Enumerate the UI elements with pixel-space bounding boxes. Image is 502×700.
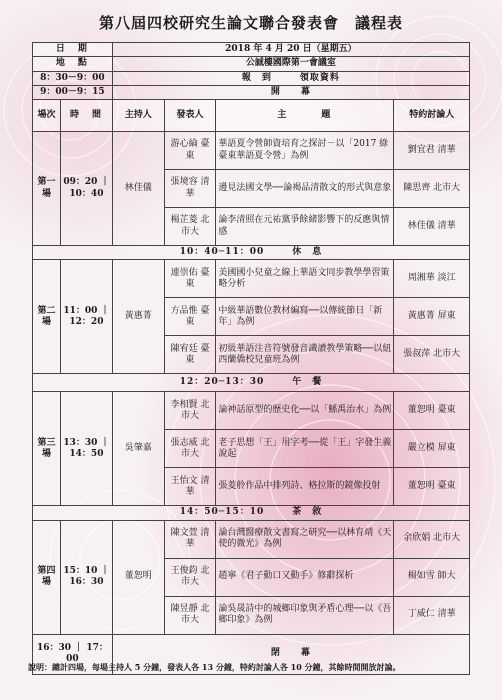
- presenter: 游心綸 臺東: [164, 132, 216, 170]
- footnote: 說明：總計四場，每場主持人 5 分鐘，發表人各 13 分鐘，特約討論人各 10 分鐘，其餘時間開放討論。: [28, 662, 401, 672]
- registration-text: 報 到 領取資料: [112, 71, 469, 85]
- registration-row: [33, 71, 470, 85]
- presenter: 連崇佑 臺東: [164, 260, 216, 298]
- presenter: 張志威 北市大: [164, 430, 216, 468]
- col-header-discussant: 特約討論人: [394, 100, 470, 132]
- table-row: [33, 520, 470, 558]
- discussant: 張叔萍 北市大: [394, 336, 470, 374]
- paper-topic: 華語夏令營師資培育之探討－以「2017 綠臺東華語夏令營」為例: [216, 132, 394, 170]
- paper-topic: 論吳晟詩中的城鄉印象與矛盾心理──以《吾鄉印象》為例: [216, 596, 394, 634]
- paper-topic: 初級華語注音符號發音識讀教學策略──以紐西蘭僑校兒童班為例: [216, 336, 394, 374]
- discussant: 嚴立模 屏東: [394, 430, 470, 468]
- session-time: 13：30 ｜ 14：50: [61, 392, 113, 506]
- discussant: 丁威仁 清華: [394, 596, 470, 634]
- discussant: 陳思齊 北市大: [394, 170, 470, 208]
- discussant: 董恕明 臺東: [394, 392, 470, 430]
- table-row: [33, 260, 470, 298]
- venue-row: [33, 57, 470, 71]
- discussant: 周湘華 淡江: [394, 260, 470, 298]
- paper-topic: 論神話原型的歷史化──以「鯀禹治水」為例: [216, 392, 394, 430]
- opening-text: 開 幕: [112, 85, 469, 99]
- col-header-topic: 主 題: [216, 100, 394, 132]
- closing-text: 閉 幕: [112, 634, 469, 674]
- session-label: 第一場: [33, 132, 61, 246]
- lunch-text: 12：20─13：30 午 餐: [33, 374, 470, 392]
- paper-topic: 趙寧《君子動口又動手》修辭探析: [216, 558, 394, 596]
- break-text: 10：40─11：00 休 息: [33, 246, 470, 260]
- presenter: 陳文萱 清華: [164, 520, 216, 558]
- table-row: [33, 132, 470, 170]
- date-label: 日 期: [33, 43, 113, 57]
- session-chair: 林佳儀: [112, 132, 164, 246]
- column-header-row: [33, 100, 470, 132]
- col-header-chair: 主持人: [112, 100, 164, 132]
- session-label: 第三場: [33, 392, 61, 506]
- session-label: 第二場: [33, 260, 61, 374]
- discussant: 董恕明 臺東: [394, 468, 470, 506]
- paper-topic: 美國國小兒童之線上華語文同步教學學習策略分析: [216, 260, 394, 298]
- col-header-session: 場次: [33, 100, 61, 132]
- agenda-table: [32, 42, 470, 675]
- paper-topic: 老子思想「王」用字考──從「王」字發生義說起: [216, 430, 394, 468]
- lunch-row: [33, 374, 470, 392]
- session-time: 15：10 ｜ 16：30: [61, 520, 113, 634]
- table-row: [33, 392, 470, 430]
- presenter: 張境容 清華: [164, 170, 216, 208]
- session-chair: 董恕明: [112, 520, 164, 634]
- session-chair: 吳肇嘉: [112, 392, 164, 506]
- page-title: 第八屆四校研究生論文聯合發表會 議程表: [98, 14, 403, 32]
- presenter: 王俊鈞 北市大: [164, 558, 216, 596]
- discussant: 楊如雪 師大: [394, 558, 470, 596]
- paper-topic: 論台灣醫療散文書寫之研究──以林育靖《天使的微光》為例: [216, 520, 394, 558]
- break-text: 14：50─15：10 茶 敘: [33, 506, 470, 520]
- opening-time: 9：00－9：15: [33, 85, 113, 99]
- discussant: 余欣娟 北市大: [394, 520, 470, 558]
- registration-time: 8：30－9：00: [33, 71, 113, 85]
- session-label: 第四場: [33, 520, 61, 634]
- col-header-time: 時 間: [61, 100, 113, 132]
- col-header-presenter: 發表人: [164, 100, 216, 132]
- paper-topic: 張菱舲作品中排列詩、格拉斯的鏡像投射: [216, 468, 394, 506]
- break-row: [33, 506, 470, 520]
- presenter: 李相賢 北市大: [164, 392, 216, 430]
- session-time: 09：20 ｜ 10：40: [61, 132, 113, 246]
- presenter: 陳宥廷 臺東: [164, 336, 216, 374]
- session-time: 11：00 ｜ 12：20: [61, 260, 113, 374]
- discussant: 劉宜君 清華: [394, 132, 470, 170]
- presenter: 方品惟 臺東: [164, 298, 216, 336]
- date-value: 2018 年 4 月 20 日（星期五）: [112, 43, 469, 57]
- paper-topic: 論李清照在元祐黨爭餘緒影響下的反應與情感: [216, 208, 394, 246]
- date-row: [33, 43, 470, 57]
- discussant: 黃惠菁 屏東: [394, 298, 470, 336]
- presenter: 王怡文 清華: [164, 468, 216, 506]
- venue-label: 地 點: [33, 57, 113, 71]
- session-chair: 黃惠菁: [112, 260, 164, 374]
- paper-topic: 邊見法國文學──論褐品清散文的形式與意象: [216, 170, 394, 208]
- venue-value: 公誠樓國際第一會議室: [112, 57, 469, 71]
- discussant: 林佳儀 清華: [394, 208, 470, 246]
- closing-time: 16：30 ｜ 17：00: [33, 634, 113, 674]
- paper-topic: 中級華語數位教材編寫──以傳統節日「新年」為例: [216, 298, 394, 336]
- break-row: [33, 246, 470, 260]
- presenter: 楊芷菱 北市大: [164, 208, 216, 246]
- presenter: 陳昱靜 北市大: [164, 596, 216, 634]
- opening-row: [33, 85, 470, 99]
